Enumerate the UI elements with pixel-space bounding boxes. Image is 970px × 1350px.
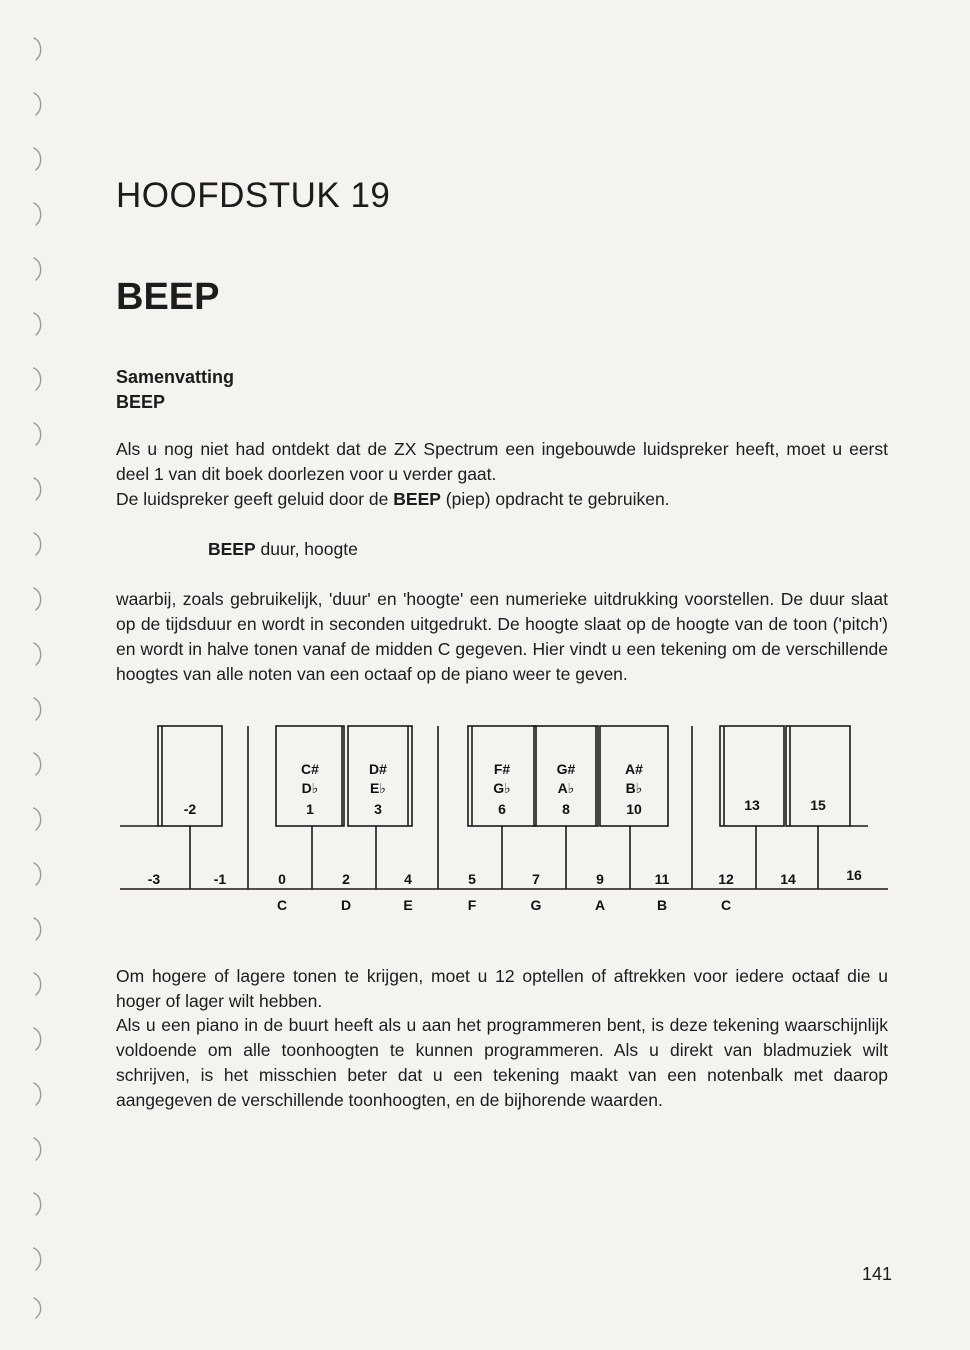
black-key-flat-name: D♭ (301, 780, 319, 796)
black-key-value: 3 (374, 801, 382, 817)
black-key-flat-name: G♭ (493, 780, 511, 796)
summary-heading: Samenvatting (116, 367, 235, 387)
white-key-value: 16 (846, 867, 862, 883)
white-key-note-name: D (340, 897, 352, 913)
white-key-value: 4 (404, 871, 412, 887)
black-key-flat-name: B♭ (625, 780, 643, 796)
binding-holes (30, 30, 50, 1320)
speaker-text-before: De luidspreker geeft geluid door de (116, 489, 394, 509)
summary-item: BEEP (116, 392, 166, 412)
black-key-sharp-name: A# (625, 761, 643, 777)
summary-block (116, 365, 234, 415)
beep-keyword: BEEP (393, 489, 441, 509)
piano-keyboard-diagram (116, 722, 896, 922)
intro-paragraph: Als u nog niet had ontdekt dat de ZX Spectrum een ingebouwde luidspreker heeft, moet u eerst deel 1 van dit boek doorlezen voor u verder gaat. (116, 439, 888, 484)
black-key-value: 6 (498, 801, 506, 817)
white-key-value: -1 (213, 871, 227, 887)
white-key-value: -3 (147, 871, 161, 887)
black-key-sharp-name: C# (301, 761, 319, 777)
white-key-note-name: C (276, 897, 288, 913)
beep-syntax (208, 539, 358, 560)
black-key-value: -2 (183, 801, 197, 817)
black-key-value: 15 (810, 797, 826, 813)
white-key-value: 7 (532, 871, 540, 887)
black-key-value: 10 (626, 801, 642, 817)
black-key-flat-name: A♭ (557, 780, 575, 796)
chapter-title: HOOFDSTUK 19 (116, 176, 391, 215)
black-key-value: 8 (562, 801, 570, 817)
piano-tip-paragraph: Als u een piano in de buurt heeft als u aan het programmeren bent, is deze tekening waarschijnlijk voldoende om alle toonhoogten te kunnen programmeren. Als u direkt van bladmuziek wilt schrijven, is het misschien beter dat u een tekening maakt van een notenbalk met daarop aangegeven de verschillende toonhoogten, en de bijhorende waarden. (116, 1015, 888, 1110)
white-key-note-name: C (720, 897, 732, 913)
speaker-paragraph (116, 487, 888, 512)
octave-paragraph: Om hogere of lagere tonen te krijgen, moet u 12 optellen of aftrekken voor iedere octaaf die u hoger of lager wilt hebben. (116, 966, 888, 1011)
black-key-sharp-name: D# (369, 761, 387, 777)
section-title: BEEP (116, 276, 220, 318)
black-key-flat-name: E♭ (370, 780, 386, 796)
white-key-note-name: B (656, 897, 668, 913)
white-key-value: 12 (718, 871, 734, 887)
white-key-value: 5 (468, 871, 476, 887)
black-key-value: 13 (744, 797, 760, 813)
black-key-sharp-name: F# (493, 761, 511, 777)
syntax-keyword: BEEP (208, 539, 256, 559)
white-key-value: 2 (342, 871, 350, 887)
page-number: 141 (862, 1264, 893, 1284)
white-key-note-name: E (403, 897, 413, 913)
syntax-args: duur, hoogte (255, 539, 358, 559)
black-key-value: 1 (306, 801, 314, 817)
white-key-note-name: F (467, 897, 477, 913)
white-key-value: 9 (596, 871, 604, 887)
white-key-value: 14 (780, 871, 796, 887)
black-key-sharp-name: G# (556, 761, 576, 777)
piano-keyboard-svg (116, 722, 896, 922)
speaker-text-after: (piep) opdracht te gebruiken. (440, 489, 670, 509)
white-key-note-name: G (530, 897, 542, 913)
explanation-paragraph: waarbij, zoals gebruikelijk, 'duur' en 'hoogte' een numerieke uitdrukking voorstellen. De duur slaat op de tijdsduur en wordt in seconden uitgedrukt. De hoogte slaat op de hoogte van de toon ('pitch') en wordt in halve tonen vanaf de midden C gegeven. Hier vindt u een tekening om de verschillende hoogtes van alle noten van een octaaf op de piano weer te geven. (116, 589, 888, 684)
white-key-value: 0 (278, 871, 286, 887)
white-key-value: 11 (654, 871, 670, 887)
binding-holes-graphic (30, 30, 50, 1320)
white-key-note-name: A (594, 897, 606, 913)
